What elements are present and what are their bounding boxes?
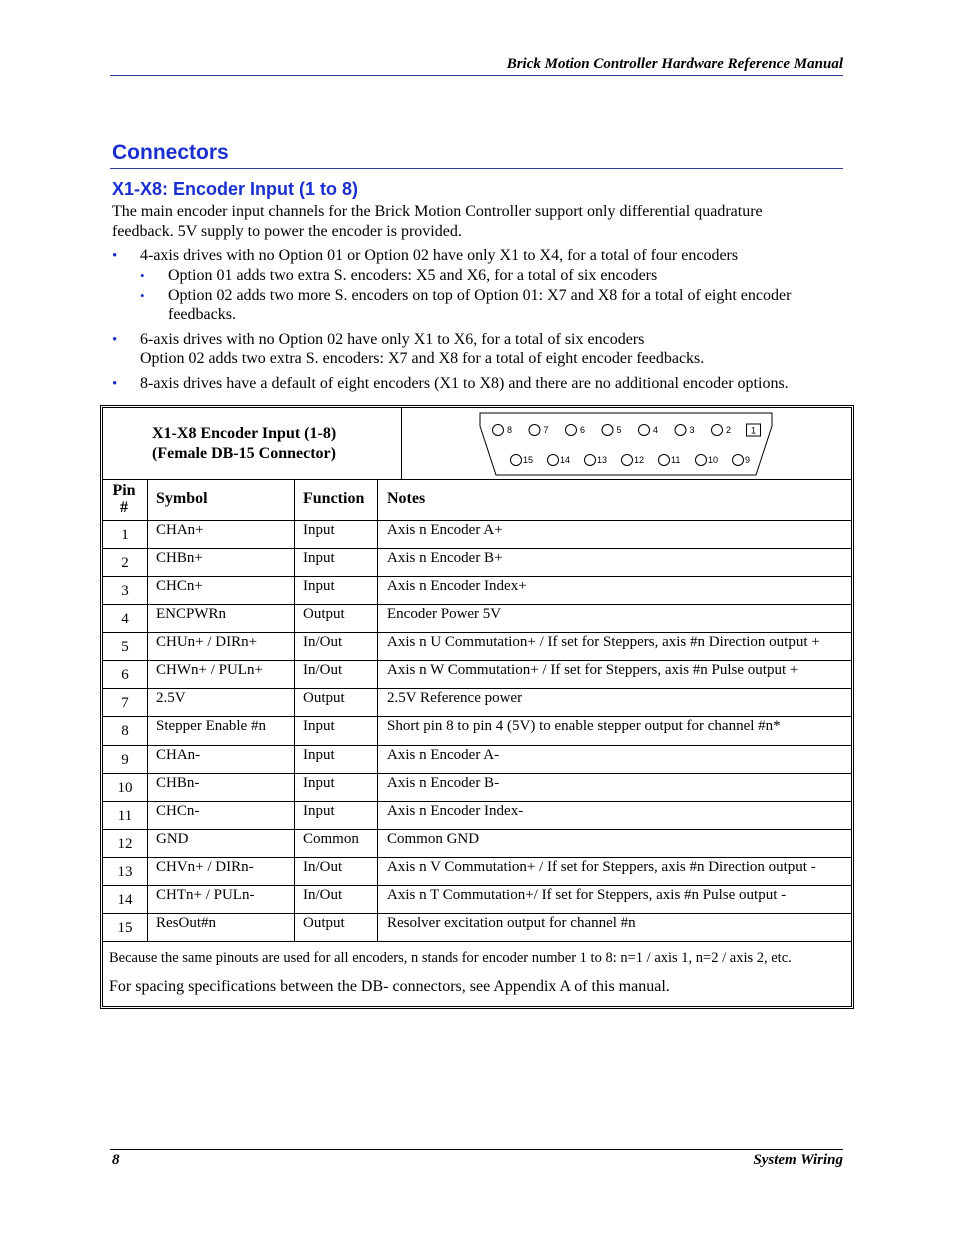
- row-rule: [102, 688, 852, 689]
- row-rule: [102, 801, 852, 802]
- cell-notes: Common GND: [387, 831, 480, 847]
- cell-symbol: 2.5V: [156, 690, 186, 706]
- cell-notes: Axis n Encoder B-: [387, 775, 500, 791]
- header-function: Function: [303, 490, 365, 507]
- cell-notes: Axis n Encoder B+: [387, 550, 503, 566]
- cell-pin: 11: [117, 808, 133, 824]
- cell-notes: Axis n W Commutation+ / If set for Steppers, axis #n Pulse output +: [387, 662, 799, 678]
- cell-pin: 1: [121, 527, 129, 543]
- pin-label: 11: [671, 455, 681, 465]
- cell-function: Input: [303, 550, 335, 566]
- running-header: Brick Motion Controller Hardware Reference Manual: [506, 56, 843, 72]
- pin-label: 3: [689, 425, 695, 435]
- table-note-1: Because the same pinouts are used for all encoders, n stands for encoder number 1 to 8: n=1 / axis 1, n=2 / axis 2, etc.: [109, 950, 792, 966]
- header-pin: Pin #: [112, 482, 136, 516]
- pin-label: 5: [616, 425, 622, 435]
- pin-hole: [712, 425, 723, 436]
- cell-symbol: CHBn+: [156, 550, 203, 566]
- cell-symbol: CHTn+ / PULn-: [156, 887, 255, 903]
- row-rule: [102, 716, 852, 717]
- pin-label: 14: [560, 455, 571, 465]
- cell-pin: 2: [121, 555, 129, 571]
- footer-section: System Wiring: [753, 1152, 843, 1168]
- pin-label: 8: [507, 425, 513, 435]
- header-notes: Notes: [387, 490, 426, 507]
- cell-symbol: CHAn+: [156, 522, 204, 538]
- cell-pin: 7: [121, 695, 129, 711]
- cell-function: Input: [303, 747, 335, 763]
- cell-function: Input: [303, 775, 335, 791]
- pin-label: 4: [653, 425, 659, 435]
- cell-function: Output: [303, 690, 345, 706]
- cell-function: Input: [303, 718, 335, 734]
- cell-symbol: CHWn+ / PULn+: [156, 662, 263, 678]
- cell-notes: Encoder Power 5V: [387, 606, 502, 622]
- page-number: 8: [112, 1152, 120, 1168]
- pin-label: 6: [580, 425, 586, 435]
- pin-label: 2: [726, 425, 732, 435]
- row-rule: [102, 632, 852, 633]
- row-rule: [102, 857, 852, 858]
- intro-line-2: feedback. 5V supply to power the encoder is provided.: [112, 223, 462, 240]
- cell-pin: 3: [121, 583, 129, 599]
- subsection-title: X1-X8: Encoder Input (1 to 8): [112, 179, 359, 199]
- title-divider: [401, 407, 402, 479]
- header-symbol: Symbol: [156, 490, 208, 507]
- row-rule: [102, 913, 852, 914]
- col-rule-pin: [147, 480, 148, 941]
- cell-function: In/Out: [303, 887, 343, 903]
- cell-function: Common: [303, 831, 359, 847]
- col-rule-function: [377, 480, 378, 941]
- pin-hole: [622, 455, 633, 466]
- cell-symbol: CHCn+: [156, 578, 203, 594]
- cell-pin: 14: [117, 892, 133, 908]
- cell-notes: Axis n Encoder A+: [387, 522, 503, 538]
- pin-hole: [639, 425, 650, 436]
- cell-notes: Resolver excitation output for channel #n: [387, 915, 636, 931]
- pin-label: 15: [523, 455, 534, 465]
- cell-notes: Axis n Encoder A-: [387, 747, 500, 763]
- cell-pin: 8: [121, 723, 129, 739]
- table-title: X1-X8 Encoder Input (1-8) (Female DB-15 Connector): [152, 425, 337, 462]
- cell-pin: 10: [117, 780, 133, 796]
- cell-pin: 6: [121, 667, 129, 683]
- pin-label: 12: [634, 455, 645, 465]
- col-rule-symbol: [294, 480, 295, 941]
- cell-function: Input: [303, 522, 335, 538]
- pin-hole: [529, 425, 540, 436]
- bullet-icon: •: [112, 332, 118, 348]
- pin-label: 9: [745, 455, 751, 465]
- cell-notes: Axis n U Commutation+ / If set for Steppers, axis #n Direction output +: [387, 634, 820, 650]
- cell-pin: 12: [117, 836, 133, 852]
- row-rule: [102, 660, 852, 661]
- pin-label: 10: [708, 455, 719, 465]
- cell-function: Input: [303, 578, 335, 594]
- pin-label: 7: [543, 425, 549, 435]
- row-rule: [102, 885, 852, 886]
- pin-hole: [548, 455, 559, 466]
- footer-rule: [110, 1149, 843, 1150]
- cell-symbol: GND: [156, 831, 189, 847]
- pin-label: 1: [750, 425, 757, 436]
- cell-symbol: CHCn-: [156, 803, 200, 819]
- cell-notes: Axis n Encoder Index-: [387, 803, 524, 819]
- cell-pin: 13: [117, 864, 133, 880]
- row-rule: [102, 773, 852, 774]
- cell-symbol: ENCPWRn: [156, 606, 227, 622]
- cell-symbol: CHVn+ / DIRn-: [156, 859, 254, 875]
- row-rule: [102, 576, 852, 577]
- cell-notes: Axis n V Commutation+ / If set for Steppers, axis #n Direction output -: [387, 859, 816, 875]
- section-title: Connectors: [112, 141, 229, 164]
- bullet-icon: •: [140, 268, 145, 283]
- row-rule: [102, 548, 852, 549]
- header-row-rule: [102, 520, 852, 521]
- intro-paragraph: [112, 202, 842, 242]
- cell-notes: Short pin 8 to pin 4 (5V) to enable stepper output for channel #n*: [387, 718, 781, 734]
- cell-function: Output: [303, 915, 345, 931]
- row-rule: [102, 829, 852, 830]
- cell-symbol: ResOut#n: [156, 915, 216, 931]
- bullet-icon: •: [112, 376, 118, 392]
- cell-symbol: CHAn-: [156, 747, 201, 763]
- header-rule: [110, 75, 843, 76]
- cell-function: Output: [303, 606, 345, 622]
- pin-hole: [733, 455, 744, 466]
- pin-hole: [659, 455, 670, 466]
- cell-notes: Axis n Encoder Index+: [387, 578, 527, 594]
- cell-function: In/Out: [303, 859, 343, 875]
- cell-pin: 15: [117, 920, 133, 936]
- cell-symbol: Stepper Enable #n: [156, 718, 266, 734]
- cell-symbol: CHBn-: [156, 775, 200, 791]
- pin-hole: [511, 455, 522, 466]
- bullet-icon: •: [140, 288, 145, 303]
- row-rule: [102, 745, 852, 746]
- cell-function: Input: [303, 803, 335, 819]
- cell-pin: 4: [121, 611, 129, 627]
- cell-function: In/Out: [303, 662, 343, 678]
- cell-function: In/Out: [303, 634, 343, 650]
- row-rule: [102, 604, 852, 605]
- cell-notes: 2.5V Reference power: [387, 690, 523, 706]
- pin-hole: [696, 455, 707, 466]
- pin-hole: [493, 425, 504, 436]
- pin-label: 13: [597, 455, 608, 465]
- bullet-icon: •: [112, 248, 118, 264]
- cell-symbol: CHUn+ / DIRn+: [156, 634, 258, 650]
- cell-notes: Axis n T Commutation+/ If set for Steppers, axis #n Pulse output -: [387, 887, 787, 903]
- pin-hole: [566, 425, 577, 436]
- table-bottom-rule: [102, 941, 852, 942]
- table-note-2: For spacing specifications between the DB- connectors, see Appendix A of this manual.: [109, 978, 670, 995]
- intro-line-1: The main encoder input channels for the Brick Motion Controller support only differential quadrature: [112, 203, 763, 220]
- pin-hole: [675, 425, 686, 436]
- section-rule: [110, 168, 843, 169]
- pin-hole: [585, 455, 596, 466]
- cell-pin: 9: [121, 752, 129, 768]
- cell-pin: 5: [121, 639, 129, 655]
- db15-connector-diagram: [470, 408, 780, 480]
- pin-hole: [602, 425, 613, 436]
